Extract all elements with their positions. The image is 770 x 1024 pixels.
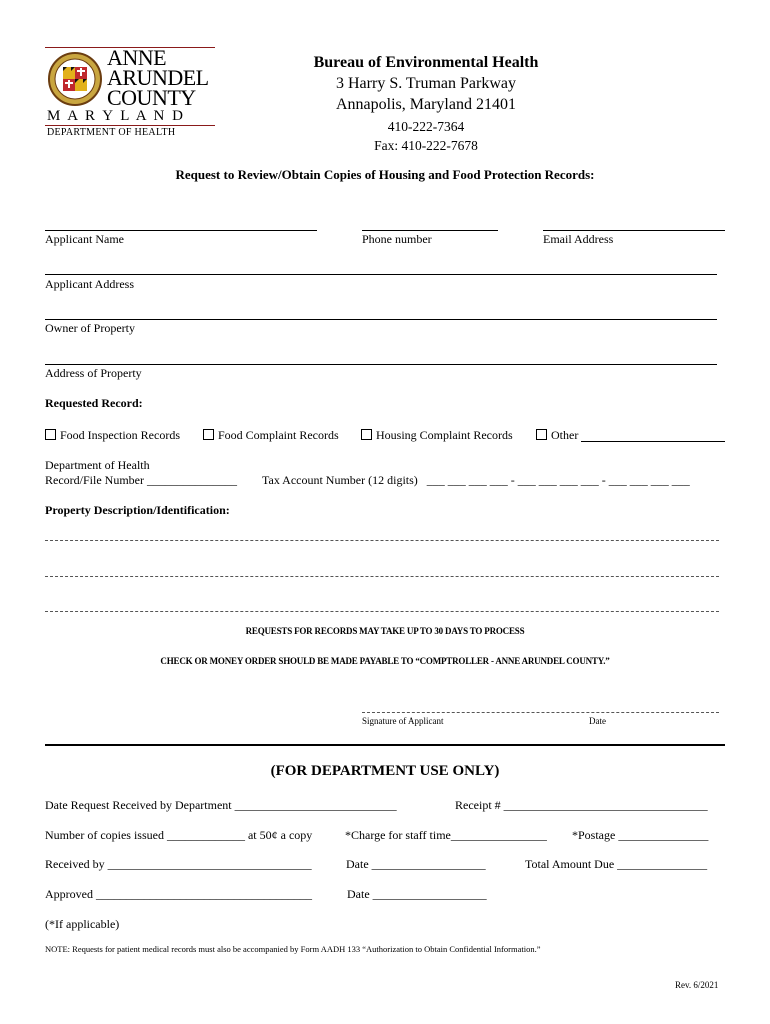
phone-number-label: Phone number bbox=[362, 232, 432, 246]
payment-notice: CHECK OR MONEY ORDER SHOULD BE MADE PAYABLE TO “COMPTROLLER - ANNE ARUNDEL COUNTY.” bbox=[160, 656, 610, 666]
form-title: Request to Review/Obtain Copies of Housing and Food Protection Records: bbox=[175, 167, 595, 182]
property-description-line-1[interactable] bbox=[45, 540, 719, 541]
option-housing-complaint[interactable] bbox=[361, 428, 513, 443]
logo-arundel: ARUNDEL bbox=[107, 65, 209, 90]
approved-field[interactable]: Approved ____________________________________ bbox=[45, 887, 312, 901]
address-of-property-input[interactable] bbox=[45, 364, 717, 365]
logo-county: COUNTY bbox=[107, 85, 196, 110]
tax-account-field[interactable]: Tax Account Number (12 digits) ___ ___ ___ ___ - ___ ___ ___ ___ - ___ ___ ___ ___ bbox=[262, 473, 690, 487]
food-complaint-checkbox[interactable] bbox=[203, 429, 214, 440]
applicant-name-label: Applicant Name bbox=[45, 232, 124, 246]
header-block bbox=[276, 53, 576, 155]
option-other[interactable] bbox=[536, 428, 578, 443]
medical-records-note: NOTE: Requests for patient medical records must also be accompanied by Form AADH 133 “Authorization to Obtain Confidential Information.” bbox=[45, 944, 541, 954]
county-seal-icon bbox=[48, 49, 102, 109]
food-inspection-checkbox[interactable] bbox=[45, 429, 56, 440]
approved-date-field[interactable]: Date ___________________ bbox=[347, 887, 487, 901]
property-description-line-2[interactable] bbox=[45, 576, 719, 577]
property-description-line-3[interactable] bbox=[45, 611, 719, 612]
dept-use-title: (FOR DEPARTMENT USE ONLY) bbox=[270, 763, 500, 779]
applicant-address-input[interactable] bbox=[45, 274, 717, 275]
applicant-address-label: Applicant Address bbox=[45, 277, 134, 291]
signature-input[interactable] bbox=[362, 712, 719, 713]
logo-anne: ANNE bbox=[107, 45, 167, 70]
email-address-input[interactable] bbox=[543, 230, 725, 231]
revision-label: Rev. 6/2021 bbox=[675, 980, 719, 990]
dept-record-field[interactable]: Record/File Number _______________ bbox=[45, 473, 237, 487]
food-complaint-label: Food Complaint Records bbox=[218, 428, 339, 442]
phone-number-input[interactable] bbox=[362, 230, 498, 231]
owner-of-property-label: Owner of Property bbox=[45, 321, 135, 335]
bureau-phone: 410-222-7364 bbox=[387, 119, 465, 134]
other-input[interactable] bbox=[581, 441, 725, 442]
bureau-address-1: 3 Harry S. Truman Parkway bbox=[336, 75, 516, 92]
dept-record-label-1: Department of Health bbox=[45, 458, 150, 472]
bureau-title: Bureau of Environmental Health bbox=[313, 54, 539, 71]
address-of-property-label: Address of Property bbox=[45, 366, 142, 380]
received-by-field[interactable]: Received by __________________________________ bbox=[45, 857, 312, 871]
other-label: Other bbox=[551, 428, 579, 442]
housing-complaint-checkbox[interactable] bbox=[361, 429, 372, 440]
option-food-inspection[interactable] bbox=[45, 428, 180, 443]
section-divider bbox=[45, 744, 725, 746]
received-date-field[interactable]: Date ___________________ bbox=[346, 857, 486, 871]
copies-field[interactable]: Number of copies issued _____________ at 50¢ a copy bbox=[45, 828, 313, 842]
requested-record-label: Requested Record: bbox=[45, 396, 143, 410]
receipt-field[interactable]: Receipt # __________________________________ bbox=[455, 798, 708, 812]
email-address-label: Email Address bbox=[543, 232, 614, 246]
total-due-field[interactable]: Total Amount Due _______________ bbox=[525, 857, 708, 871]
food-inspection-label: Food Inspection Records bbox=[60, 428, 180, 442]
logo-dept: DEPARTMENT OF HEALTH bbox=[47, 127, 176, 138]
bureau-fax: Fax: 410-222-7678 bbox=[374, 138, 478, 153]
postage-field[interactable]: *Postage _______________ bbox=[572, 828, 709, 842]
bureau-address-2: Annapolis, Maryland 21401 bbox=[336, 96, 516, 113]
processing-notice: REQUESTS FOR RECORDS MAY TAKE UP TO 30 DAYS TO PROCESS bbox=[245, 626, 525, 636]
logo-state: M A R Y L A N D bbox=[47, 108, 185, 124]
owner-of-property-input[interactable] bbox=[45, 319, 717, 320]
staff-charge-field[interactable]: *Charge for staff time________________ bbox=[345, 828, 547, 842]
applicant-name-input[interactable] bbox=[45, 230, 317, 231]
logo-mid-rule bbox=[45, 125, 215, 126]
housing-complaint-label: Housing Complaint Records bbox=[376, 428, 513, 442]
other-checkbox[interactable] bbox=[536, 429, 547, 440]
option-food-complaint[interactable] bbox=[203, 428, 339, 443]
signature-date-label: Date bbox=[589, 716, 606, 726]
county-logo bbox=[45, 46, 217, 141]
date-received-field[interactable]: Date Request Received by Department ___________________________ bbox=[45, 798, 397, 812]
signature-label: Signature of Applicant bbox=[362, 716, 444, 726]
if-applicable-note: (*If applicable) bbox=[45, 917, 120, 931]
property-description-label: Property Description/Identification: bbox=[45, 503, 230, 517]
